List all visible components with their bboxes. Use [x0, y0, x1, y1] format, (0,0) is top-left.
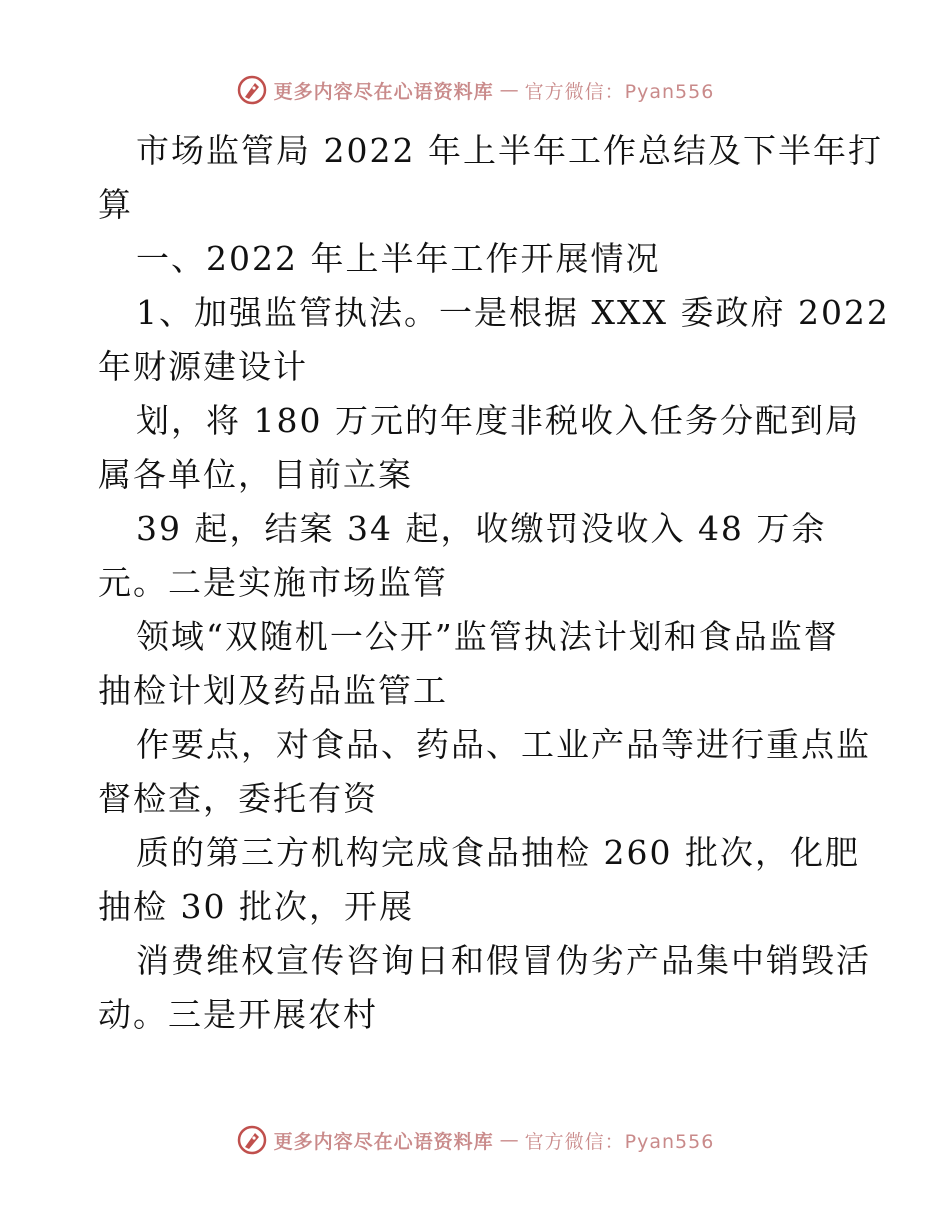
paragraph-line: 39 起，结案 34 起，收缴罚没收入 48 万余	[136, 509, 827, 548]
pen-nib-logo-icon	[236, 1124, 268, 1156]
watermark-dash: —	[499, 1129, 519, 1151]
paragraph-line: 质的第三方机构完成食品抽检 260 批次，化肥	[136, 833, 860, 872]
header-watermark	[0, 70, 950, 110]
document-title: 市场监管局 2022 年上半年工作总结及下半年打	[136, 131, 883, 170]
paragraph-line: 划，将 180 万元的年度非税收入任务分配到局	[136, 401, 860, 440]
paragraph-line: 作要点，对食品、药品、工业产品等进行重点监	[136, 725, 871, 764]
paragraph-line: 领域“双随机一公开”监管执法计划和食品监督	[136, 617, 839, 656]
watermark-contact: 官方微信：Pyan556	[524, 1130, 715, 1153]
paragraph-line: 督检查，委托有资	[98, 779, 378, 818]
paragraph-line: 动。三是开展农村	[98, 995, 378, 1034]
paragraph-line: 年财源建设计	[98, 347, 308, 386]
paragraph-line: 元。二是实施市场监管	[98, 563, 448, 602]
paragraph-line: 抽检 30 批次，开展	[98, 887, 414, 926]
paragraph-line: 属各单位，目前立案	[98, 455, 413, 494]
document-title-continued: 算	[98, 185, 133, 224]
document-body	[98, 124, 890, 1042]
watermark-text: 更多内容尽在心语资料库	[273, 1130, 494, 1153]
footer-watermark	[0, 1120, 950, 1160]
watermark-dash: —	[499, 79, 519, 101]
paragraph-line: 抽检计划及药品监管工	[98, 671, 448, 710]
pen-nib-logo-icon	[236, 74, 268, 106]
watermark-text: 更多内容尽在心语资料库	[273, 80, 494, 103]
watermark-contact: 官方微信：Pyan556	[524, 80, 715, 103]
paragraph-line: 消费维权宣传咨询日和假冒伪劣产品集中销毁活	[136, 941, 871, 980]
section-heading: 一、2022 年上半年工作开展情况	[136, 239, 661, 278]
paragraph-line: 1、加强监管执法。一是根据 XXX 委政府 2022	[136, 293, 890, 332]
